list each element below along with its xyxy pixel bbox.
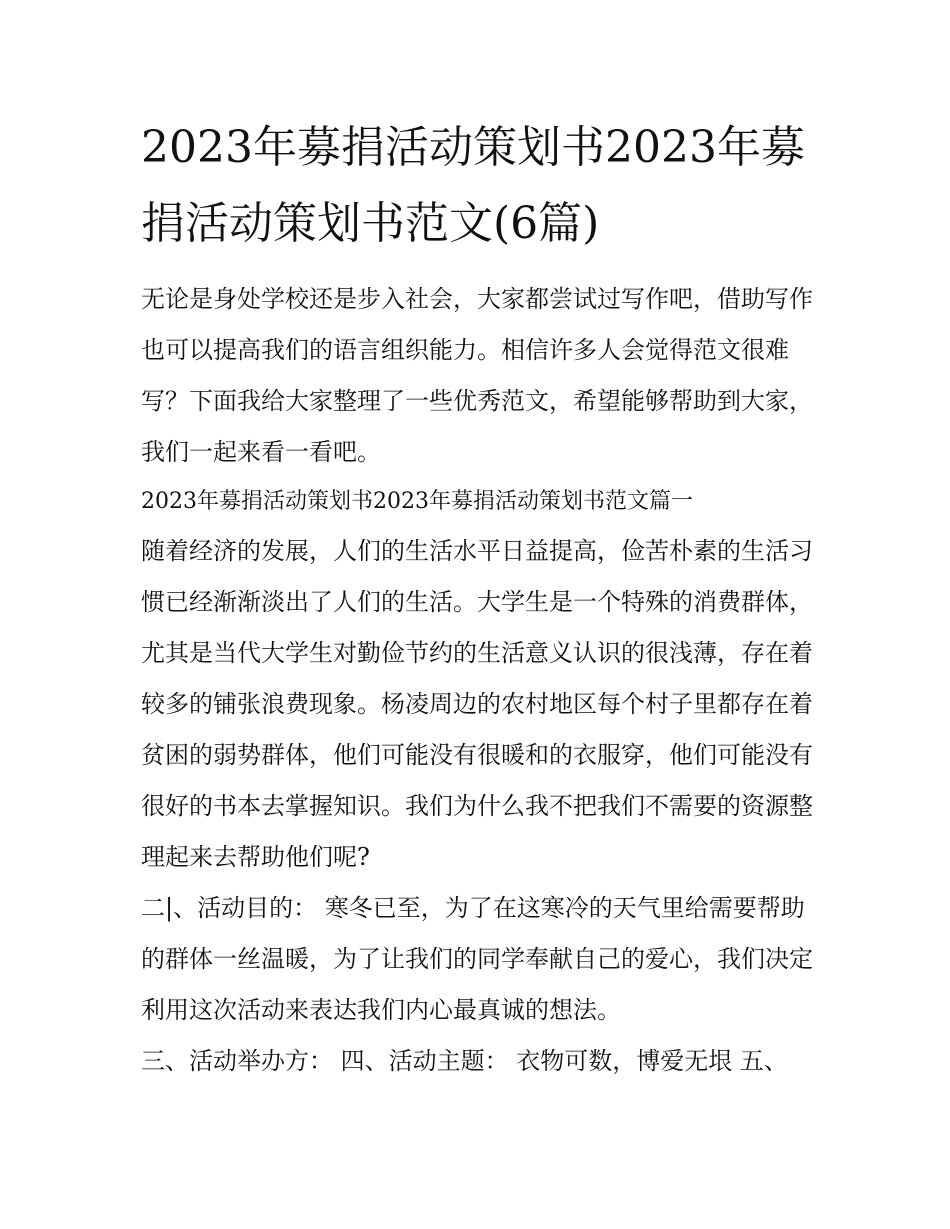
purpose-paragraph: 二|、活动目的： 寒冬已至，为了在这寒冷的天气里给需要帮助的群体一丝温暖，为了让我们的同学奉献自己的爱心，我们决定利用这次活动来表达我们内心最真诚的想法。 bbox=[141, 894, 813, 1024]
background-paragraph: 随着经济的发展，人们的生活水平日益提高，俭苦朴素的生活习惯已经渐渐淡出了人们的生活。大学生是一个特殊的消费群体，尤其是当代大学生对勤俭节约的生活意义认识的很浅薄，存在着较多的铺张浪费现象。杨凌周边的农村地区每个村子里都存在着贫困的弱势群体，他们可能没有很暖和的衣服穿，他们可能没有很好的书本去掌握知识。我们为什么我不把我们不需要的资源整理起来去帮助他们呢? bbox=[141, 537, 813, 871]
document-page bbox=[141, 110, 813, 1087]
intro-paragraph: 无论是身处学校还是步入社会，大家都尝试过写作吧，借助写作也可以提高我们的语言组织能力。相信许多人会觉得范文很难写？下面我给大家整理了一些优秀范文，希望能够帮助到大家，我们一起来看一看吧。 bbox=[141, 285, 813, 466]
document-title: 2023年募捐活动策划书2023年募捐活动策划书范文(6篇) bbox=[141, 122, 805, 249]
organizer-theme-paragraph: 三、活动举办方： 四、活动主题： 衣物可数，博爱无垠 五、 bbox=[141, 1047, 788, 1075]
section-heading: 2023年募捐活动策划书2023年募捐活动策划书范文篇一 bbox=[141, 489, 693, 514]
